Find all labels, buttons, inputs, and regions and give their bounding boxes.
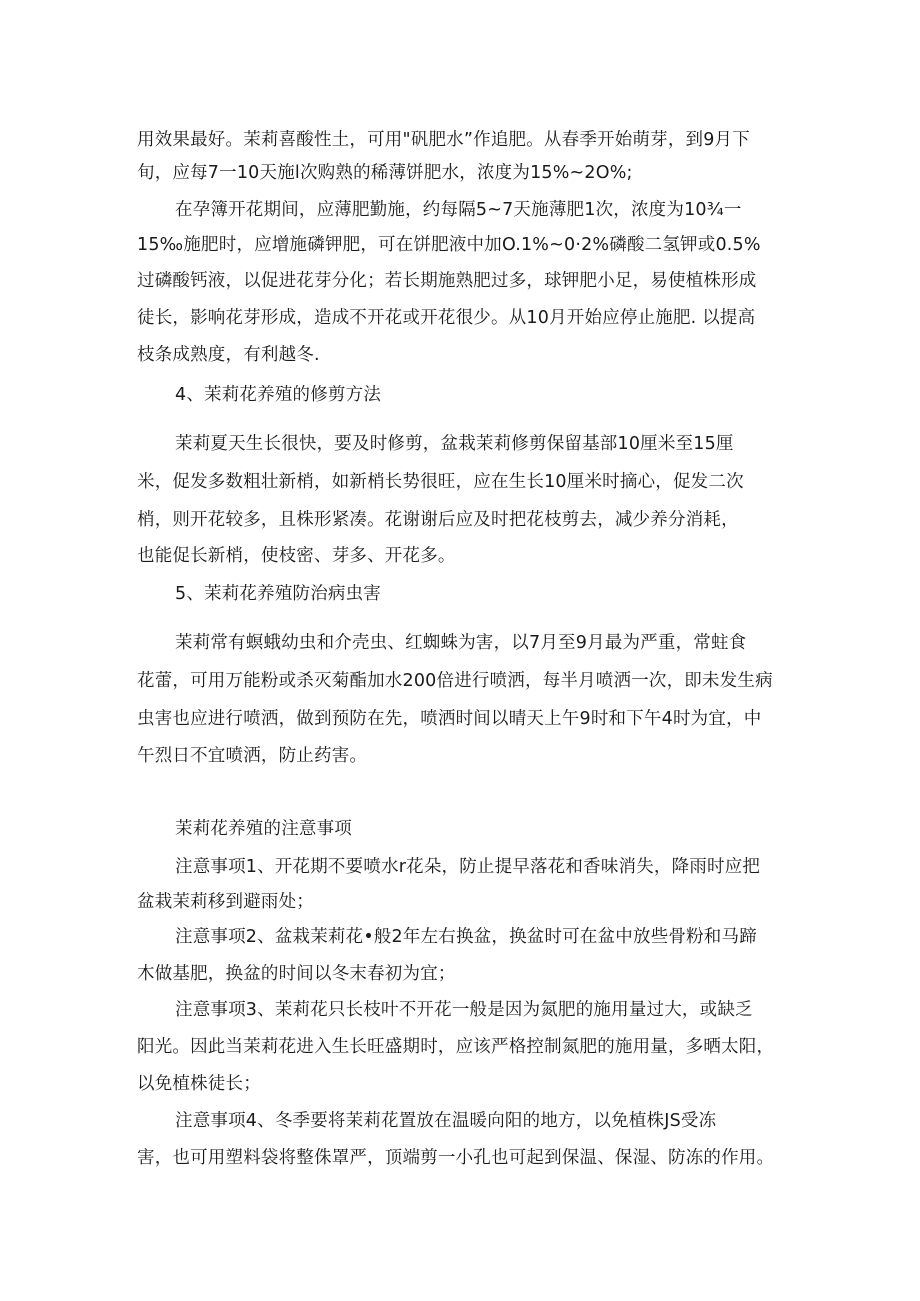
text-line: 枝条成熟度，有利越冬. [137, 345, 320, 365]
text-line: 旬，应每7一10天施l次购熟的稀薄饼肥水，浓度为15%~2O%; [137, 163, 633, 183]
section-heading-pruning: 4、茉莉花养殖的修剪方法 [175, 385, 382, 405]
text-line: 注意事项4、冬季要将茉莉花置放在温暖向阳的地方，以免植株JS受冻 [175, 1111, 717, 1131]
text-line: 米，促发多数粗壮新梢，如新梢长势很旺，应在生长10厘米时摘心，促发二次 [137, 472, 744, 492]
text-line: 过磷酸钙液，以促进花芽分化；若长期施熟肥过多，球钾肥小足，易使植株形成 [137, 271, 757, 291]
text-line: 注意事项1、开花期不要喷水r花朵，防止提早落花和香味消失，降雨时应把 [175, 857, 761, 877]
text-line: 以免植株徒长； [137, 1074, 261, 1094]
text-line: 午烈日不宜喷洒，防止药害。 [137, 746, 368, 766]
text-line: 梢，则开花较多，且株形紧凑。花谢谢后应及时把花枝剪去，减少养分消耗， [137, 510, 739, 530]
text-line: 徒长，影响花芽形成，造成不开花或开花很少。从10月开始应停止施肥. 以提高 [137, 308, 756, 328]
text-line: 注意事项3、茉莉花只长枝叶不开花一般是因为氮肥的施用量过大，或缺乏 [175, 1000, 753, 1020]
text-line: 盆栽茉莉移到避雨处； [137, 892, 314, 912]
text-line: 花蕾，可用万能粉或杀灭菊酯加水200倍进行喷洒，每半月喷洒一次，即未发生病 [137, 671, 773, 691]
text-line: 木做基肥，换盆的时间以冬末春初为宜； [137, 964, 456, 984]
text-line: 害，也可用塑料袋将整侏罩严，顶端剪一小孔也可起到保温、保湿、防冻的作用。 [137, 1148, 775, 1168]
section-heading-notes: 茉莉花养殖的注意事项 [175, 819, 352, 839]
text-line: 注意事项2、盆栽茉莉花•般2年左右换盆，换盆时可在盆中放些骨粉和马蹄 [175, 927, 757, 947]
text-line: 15‰施肥时，应增施磷钾肥，可在饼肥液中加O.1%~0·2%磷酸二氢钾或0.5% [137, 235, 761, 255]
text-line: 茉莉夏天生长很快，要及时修剪，盆栽茉莉修剪保留基部10厘米至15厘 [175, 434, 734, 454]
text-line: 茉莉常有螟蛾幼虫和介壳虫、红蜘蛛为害，以7月至9月最为严重，常蛀食 [175, 633, 747, 653]
text-line: 阳光。因此当茉莉花进入生长旺盛期时，应该严格控制氮肥的施用量，多晒太阳， [137, 1037, 775, 1057]
section-heading-pests: 5、茉莉花养殖防治病虫害 [175, 584, 382, 604]
text-line: 虫害也应进行喷洒，做到预防在先，喷洒时间以晴天上午9时和下午4时为宜，中 [137, 709, 762, 729]
text-line: 用效果最好。茉莉喜酸性土，可用"矾肥水”作追肥。从春季开始萌芽，到9月下 [137, 130, 750, 150]
text-line: 在孕簿开花期间，应薄肥勤施，约每隔5~7天施薄肥1次，浓度为10¾一 [175, 200, 742, 220]
text-line: 也能促长新梢，使枝密、芽多、开花多。 [137, 546, 456, 566]
